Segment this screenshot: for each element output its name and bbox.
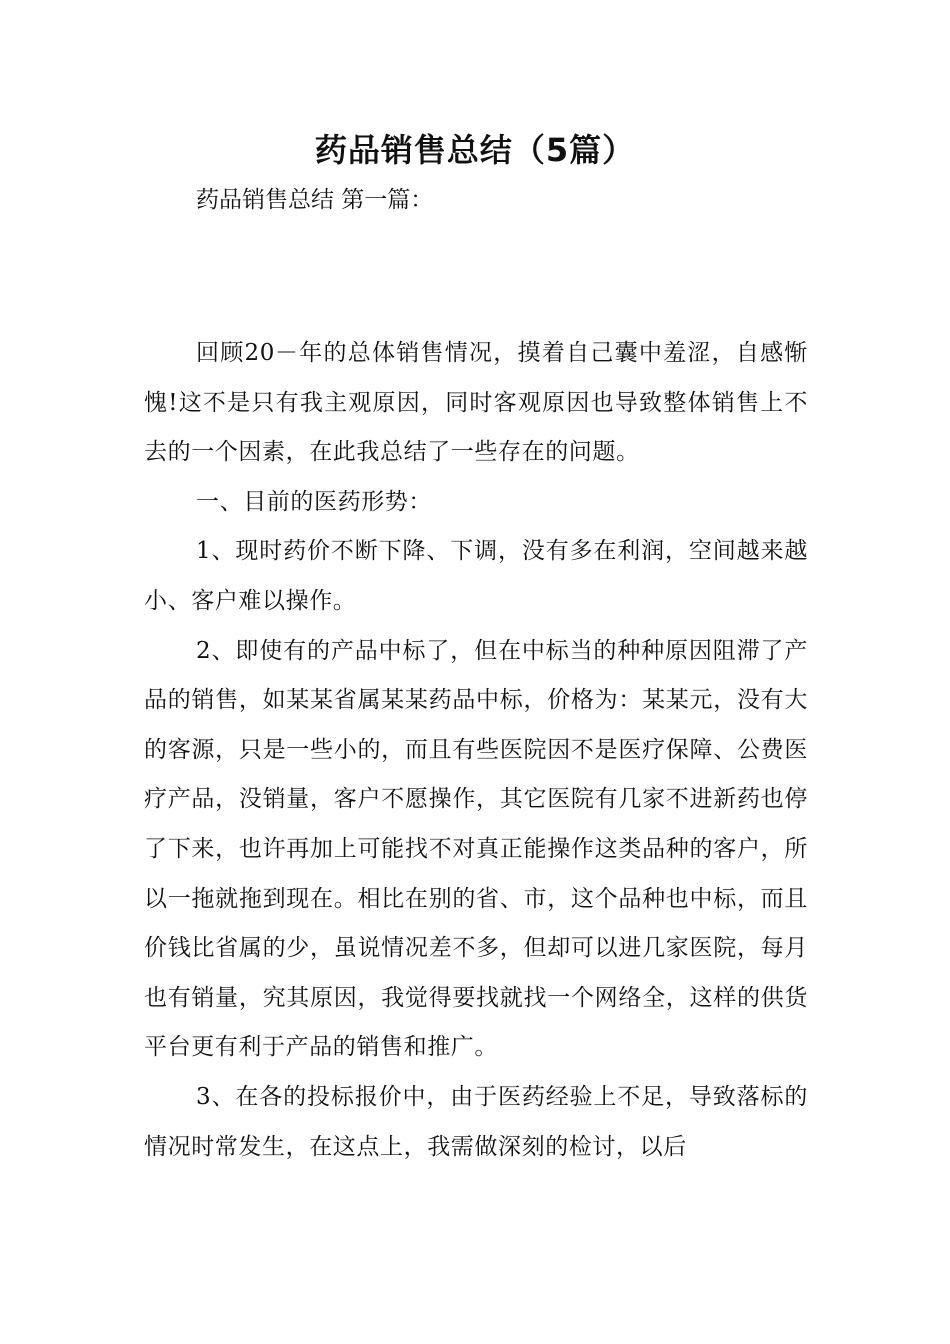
paragraph-point-1: 1、现时药价不断下降、下调，没有多在利润，空间越来越小、客户难以操作。 [144,538,808,614]
paragraph-point-3: 3、在各的投标报价中，由于医药经验上不足，导致落标的情况时常发生，在这点上，我需做深刻的检讨，以后 [144,1083,808,1160]
document-title: 药品销售总结（5篇） [314,131,636,169]
paragraph-review: 回顾20－年的总体销售情况，摸着自己囊中羞涩，自感惭愧!这不是只有我主观原因，同时客观原因也导致整体销售上不去的一个因素，在此我总结了一些存在的问题。 [144,340,808,466]
section-heading-current-situation: 一、目前的医药形势： [196,488,432,515]
document-subtitle: 药品销售总结 第一篇： [196,187,434,213]
paragraph-point-2: 2、即使有的产品中标了，但在中标当的种种原因阻滞了产品的销售，如某某省属某某药品中标，价格为：某某元，没有大的客源，只是一些小的，而且有些医院因不是医疗保障、公费医疗产品，没销量，客户不愿操作，其它医院有几家不进新药也停了下来，也许再加上可能找不对真正能操作这类品种的客户，所以一拖就拖到现在。相比在别的省、市，这个品种也中标，而且价钱比省属的少，虽说情况差不多，但却可以进几家医院，每月也有销量，究其原因，我觉得要找就找一个网络全，这样的供货平台更有利于产品的销售和推广。 [144,637,808,1061]
document-body [144,329,808,1172]
